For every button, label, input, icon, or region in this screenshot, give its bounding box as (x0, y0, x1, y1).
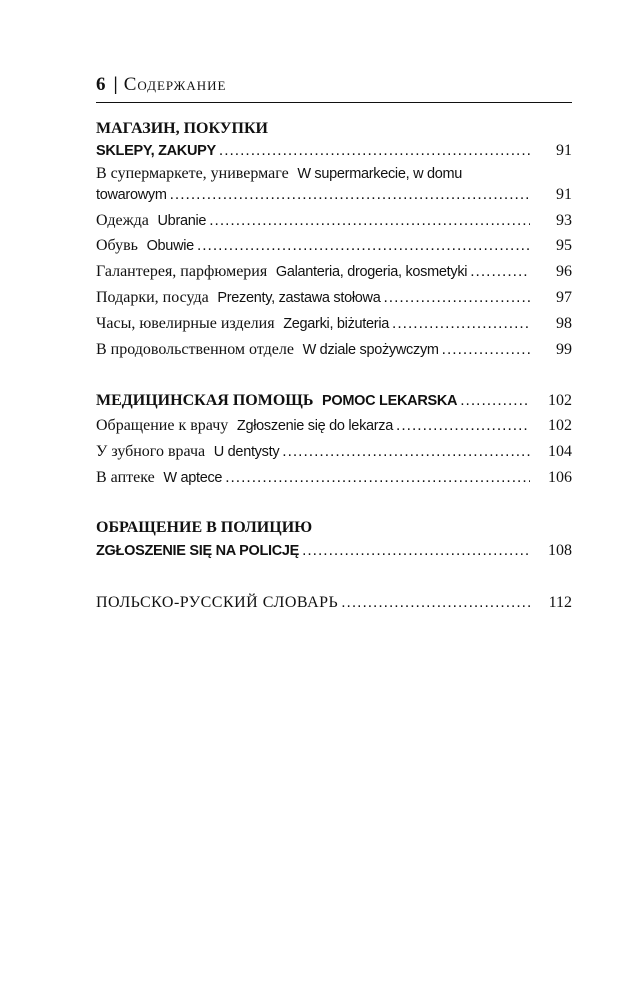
toc-entry-clothing[interactable] (96, 210, 572, 232)
toc-entry-pharmacy[interactable] (96, 467, 572, 489)
toc-page-number: 108 (548, 542, 572, 559)
toc-entry-dentist[interactable] (96, 441, 572, 463)
section-heading-shop-pl: SKLEPY, ZAKUPY (96, 143, 216, 159)
section-heading-medical-pl: POMOC LEKARSKA (322, 393, 458, 409)
entry-ru-text: Одежда (96, 212, 149, 229)
header-rule (96, 102, 572, 103)
dictionary-label: ПОЛЬСКО-РУССКИЙ СЛОВАРЬ (96, 594, 339, 611)
header-title: Содержание (123, 74, 227, 95)
toc-page-number: 91 (556, 142, 572, 159)
toc-entry-shop-heading[interactable] (96, 140, 572, 162)
entry-ru-text: В аптеке (96, 469, 155, 486)
toc-entry-doctor[interactable] (96, 415, 572, 437)
running-header (96, 70, 572, 100)
entry-pl-text: W dziale spożywczym (302, 342, 439, 358)
toc-page-number: 91 (556, 186, 572, 203)
toc-entry-supermarket-line1[interactable] (96, 163, 572, 185)
toc-entry-shoes[interactable] (96, 235, 572, 257)
section-heading-medical-ru: МЕДИЦИНСКАЯ ПОМОЩЬ (96, 392, 314, 409)
toc-entry-haberdashery[interactable] (96, 261, 572, 283)
dot-leader (282, 441, 530, 463)
dot-leader (225, 467, 530, 489)
entry-pl-text: Zgłoszenie się do lekarza (236, 418, 394, 434)
entry-ru-text: В супермаркете, универмаге (96, 165, 289, 182)
entry-ru-text: Обращение к врачу (96, 417, 229, 434)
toc-page-number: 95 (556, 237, 572, 254)
section-heading-police-pl: ZGŁOSZENIE SIĘ NA POLICJĘ (96, 543, 300, 559)
dot-leader (341, 592, 530, 614)
dot-leader (442, 339, 530, 361)
page-number: 6 (96, 74, 106, 95)
header-separator: | (113, 74, 118, 95)
toc-entry-dictionary[interactable] (96, 592, 572, 614)
toc-entry-watches[interactable] (96, 313, 572, 335)
toc-page-number: 102 (548, 392, 572, 409)
toc-entry-gifts[interactable] (96, 287, 572, 309)
dot-leader (470, 261, 530, 283)
dot-leader (383, 287, 530, 309)
dot-leader (197, 235, 530, 257)
toc-entry-police-heading[interactable] (96, 540, 572, 562)
entry-ru-text: Подарки, посуда (96, 289, 209, 306)
dot-leader (460, 390, 530, 412)
toc-page-number: 106 (548, 469, 572, 486)
toc-page-number: 102 (548, 417, 572, 434)
dot-leader (302, 540, 530, 562)
dot-leader (396, 415, 530, 437)
entry-pl-text: W aptece (163, 470, 223, 486)
entry-pl-text: Galanteria, drogeria, kosmetyki (275, 264, 468, 280)
toc-page-number: 104 (548, 443, 572, 460)
toc-entry-medical-heading[interactable] (96, 390, 572, 412)
toc-page-number: 97 (556, 289, 572, 306)
entry-ru-text: В продовольственном отделе (96, 341, 294, 358)
entry-pl-text: Obuwie (146, 238, 194, 254)
dot-leader (392, 313, 530, 335)
entry-pl-text: Zegarki, biżuteria (283, 316, 390, 332)
entry-pl-text-cont: towarowym (96, 187, 167, 203)
entry-pl-text: Ubranie (157, 213, 207, 229)
toc-entry-grocery[interactable] (96, 339, 572, 361)
dot-leader (170, 184, 530, 206)
toc-page-number: 93 (556, 212, 572, 229)
dot-leader (209, 210, 530, 232)
toc-page-number: 98 (556, 315, 572, 332)
toc-page-number: 99 (556, 341, 572, 358)
toc-page-number: 96 (556, 263, 572, 280)
toc-page-number: 112 (548, 594, 572, 611)
section-heading-police-ru: ОБРАЩЕНИЕ В ПОЛИЦИЮ (96, 519, 313, 536)
entry-pl-text: Prezenty, zastawa stołowa (217, 290, 381, 306)
section-heading-shop-ru: МАГАЗИН, ПОКУПКИ (96, 120, 268, 137)
toc-entry-supermarket[interactable] (96, 184, 572, 206)
entry-ru-text: Часы, ювелирные изделия (96, 315, 275, 332)
dot-leader (219, 140, 530, 162)
entry-pl-text: W supermarkecie, w domu (297, 166, 463, 182)
entry-ru-text: Галантерея, парфюмерия (96, 263, 268, 280)
entry-ru-text: Обувь (96, 237, 138, 254)
entry-pl-text: U dentysty (213, 444, 280, 460)
entry-ru-text: У зубного врача (96, 443, 206, 460)
